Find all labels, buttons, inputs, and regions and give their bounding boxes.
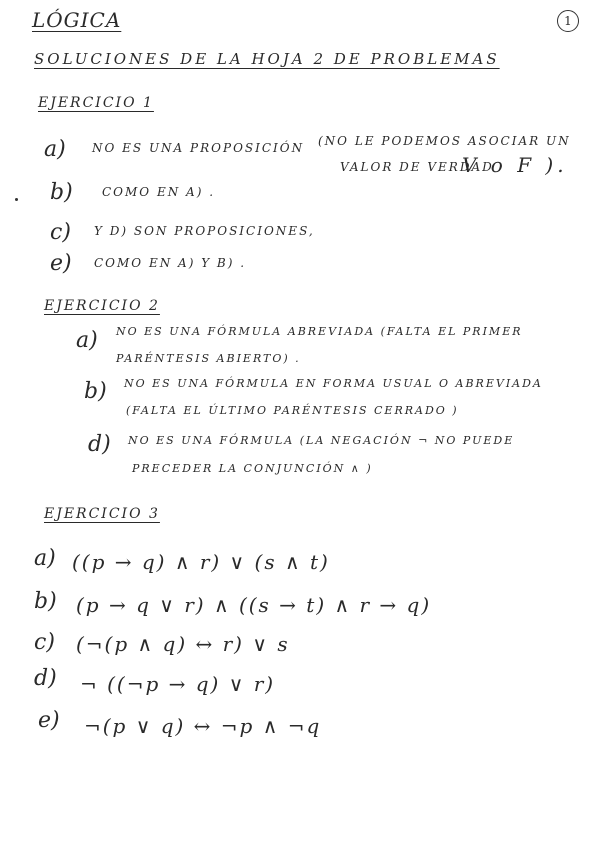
ej2-b-label: b) bbox=[84, 379, 107, 404]
ej3-b-label: b) bbox=[34, 589, 57, 614]
ej2-a-label: a) bbox=[76, 328, 98, 353]
ej1-b-text: COMO EN A) . bbox=[102, 185, 216, 199]
ej1-a-vf: V o F ). bbox=[462, 153, 568, 177]
ej1-a-paren-line1: (NO LE PODEMOS ASOCIAR UN bbox=[318, 134, 571, 148]
ej3-e-label: e) bbox=[38, 708, 60, 733]
ej1-c-label: c) bbox=[50, 220, 71, 245]
ej1-e-text: COMO EN A) Y B) . bbox=[94, 256, 247, 270]
ej3-e-formula: ¬(p ∨ q) ↔ ¬p ∧ ¬q bbox=[84, 714, 322, 738]
ej2-d-label: d) bbox=[88, 432, 111, 457]
ej1-c-text: Y D) SON PROPOSICIONES, bbox=[94, 224, 315, 238]
ej1-a-text: NO ES UNA PROPOSICIÓN bbox=[92, 141, 305, 155]
ej3-a-label: a) bbox=[34, 546, 56, 571]
ej3-c-label: c) bbox=[34, 630, 55, 655]
ej1-b-label: b) bbox=[50, 180, 73, 205]
ej2-a-line1: NO ES UNA FÓRMULA ABREVIADA (FALTA EL PRIMER bbox=[116, 325, 523, 338]
ej2-b-line1: NO ES UNA FÓRMULA EN FORMA USUAL O ABREVIADA bbox=[124, 377, 543, 390]
ej1-a-label: a) bbox=[44, 137, 66, 162]
ej1-e-label: e) bbox=[50, 251, 72, 276]
ej2-d-line2: PRECEDER LA CONJUNCIÓN ∧ ) bbox=[132, 462, 373, 475]
page-number: 1 bbox=[557, 10, 579, 32]
ejercicio-3-heading: EJERCICIO 3 bbox=[44, 506, 160, 522]
ej3-d-label: d) bbox=[34, 666, 57, 691]
ejercicio-1-heading: EJERCICIO 1 bbox=[38, 95, 154, 111]
ej2-d-line1: NO ES UNA FÓRMULA (LA NEGACIÓN ¬ NO PUEDE bbox=[128, 434, 515, 447]
ejercicio-2-heading: EJERCICIO 2 bbox=[44, 298, 160, 314]
page-title: LÓGICA bbox=[32, 8, 122, 32]
ej1-a-paren-line2: VALOR DE VERDAD bbox=[340, 160, 494, 174]
ej3-c-formula: (¬(p ∧ q) ↔ r) ∨ s bbox=[76, 632, 290, 656]
ej2-b-line2: (FALTA EL ÚLTIMO PARÉNTESIS CERRADO ) bbox=[126, 404, 459, 417]
stray-mark bbox=[15, 198, 18, 201]
page-subtitle: SOLUCIONES DE LA HOJA 2 DE PROBLEMAS bbox=[34, 50, 500, 68]
ej3-b-formula: (p → q ∨ r) ∧ ((s → t) ∧ r → q) bbox=[76, 593, 432, 617]
ej2-a-line2: PARÉNTESIS ABIERTO) . bbox=[116, 352, 301, 365]
ej3-a-formula: ((p → q) ∧ r) ∨ (s ∧ t) bbox=[72, 550, 330, 574]
ej3-d-formula: ¬ ((¬p → q) ∨ r) bbox=[80, 672, 276, 696]
